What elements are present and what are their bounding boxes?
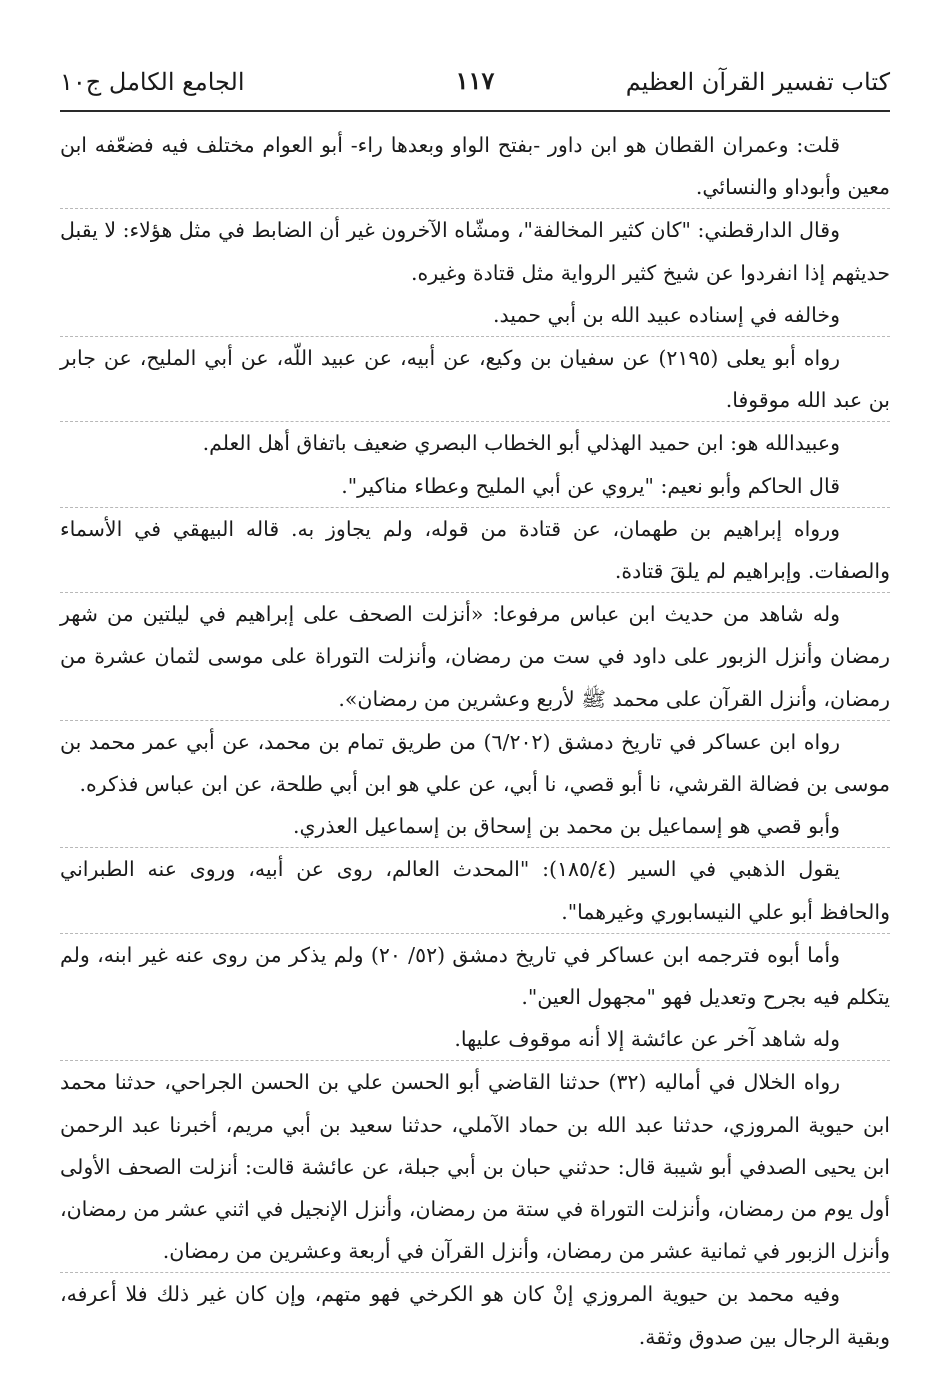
header-divider xyxy=(60,110,890,112)
paragraph: رواه الخلال في أماليه (٣٢) حدثنا القاضي أبو الحسن علي بن الحسن الجراحي، حدثنا محمد ابن حيوية المروزي، حدثنا عبد الله بن حماد الآملي، حدثنا سعيد بن أبي مريم، أخبرنا عبد الرحمن ابن يحيى الصدفي أبو شيبة قال: حدثني حبان بن أبي جبلة، عن عائشة قالت: أنزلت الصحف الأولى أول يوم من رمضان، وأنزلت التوراة في ستة من رمضان، وأنزل الإنجيل في اثني عشر من رمضان، وأنزل الزبور في ثمانية عشر من رمضان، وأنزل القرآن في أربعة وعشرين من رمضان. xyxy=(60,1060,890,1272)
paragraph: قال الحاكم وأبو نعيم: "يروي عن أبي المليح وعطاء مناكير". xyxy=(341,473,840,498)
volume-label: الجامع الكامل ج١٠ xyxy=(60,68,245,96)
paragraph: وله شاهد آخر عن عائشة إلا أنه موقوف عليها. xyxy=(454,1027,840,1052)
paragraph: يقول الذهبي في السير (١٨٥/٤): "المحدث العالم، روى عن أبيه، وروى عنه الطبراني والحافظ أبو علي النيسابوري وغيرهما". xyxy=(60,847,890,932)
book-title: كتاب تفسير القرآن العظيم xyxy=(625,68,890,96)
page-number: ١١٧ xyxy=(455,66,495,95)
paragraph: وقال الدارقطني: "كان كثير المخالفة"، ومشّاه الآخرون غير أن الضابط في مثل هؤلاء: لا يقبل حديثهم إذا انفردوا عن شيخ كثير الرواية مثل قتادة وغيره. xyxy=(60,208,890,293)
paragraph: وله شاهد من حديث ابن عباس مرفوعا: «أنزلت الصحف على إبراهيم في ليلتين من شهر رمضان وأنزل الزبور على داود في ست من رمضان، وأنزلت التوراة على موسى لثمان عشرة من رمضان، وأنزل القرآن على محمد ﷺ لأربع وعشرين من رمضان». xyxy=(60,592,890,720)
paragraph: رواه ابن عساكر في تاريخ دمشق (٦/٢٠٢) من طريق تمام بن محمد، عن أبي عمر محمد بن موسى بن فضالة القرشي، نا أبو قصي، نا أبي، عن علي هو ابن أبي طلحة، عن ابن عباس فذكره. xyxy=(60,720,890,805)
paragraph: وفيه محمد بن حيوية المروزي إنْ كان هو الكرخي فهو متهم، وإن كان غير ذلك فلا أعرفه، وبقية الرجال بين صدوق وثقة. xyxy=(60,1272,890,1357)
paragraph: رواه أبو يعلى (٢١٩٥) عن سفيان بن وكيع، عن أبيه، عن عبيد اللّه، عن أبي المليح، عن جابر بن عبد الله موقوفا. xyxy=(60,336,890,421)
paragraph: قلت: وعمران القطان هو ابن داور -بفتح الواو وبعدها راء- أبو العوام مختلف فيه فضعّفه ابن معين وأبوداو والنسائي. xyxy=(60,133,890,200)
paragraph: ورواه إبراهيم بن طهمان، عن قتادة من قوله، ولم يجاوز به. قاله البيهقي في الأسماء والصفات. وإبراهيم لم يلقَ قتادة. xyxy=(60,507,890,592)
paragraph: وأبو قصي هو إسماعيل بن محمد بن إسحاق بن إسماعيل العذري. xyxy=(292,814,840,839)
page-header xyxy=(60,60,890,104)
body-text xyxy=(60,124,890,1358)
paragraph: وعبيدالله هو: ابن حميد الهذلي أبو الخطاب البصري ضعيف باتفاق أهل العلم. xyxy=(60,421,890,464)
paragraph: وخالفه في إسناده عبيد الله بن أبي حميد. xyxy=(493,302,840,327)
paragraph: وأما أبوه فترجمه ابن عساكر في تاريخ دمشق (٥٢/ ٢٠) ولم يذكر من روى عنه غير ابنه، ولم يتكلم فيه بجرح وتعديل فهو "مجهول العين". xyxy=(60,933,890,1018)
